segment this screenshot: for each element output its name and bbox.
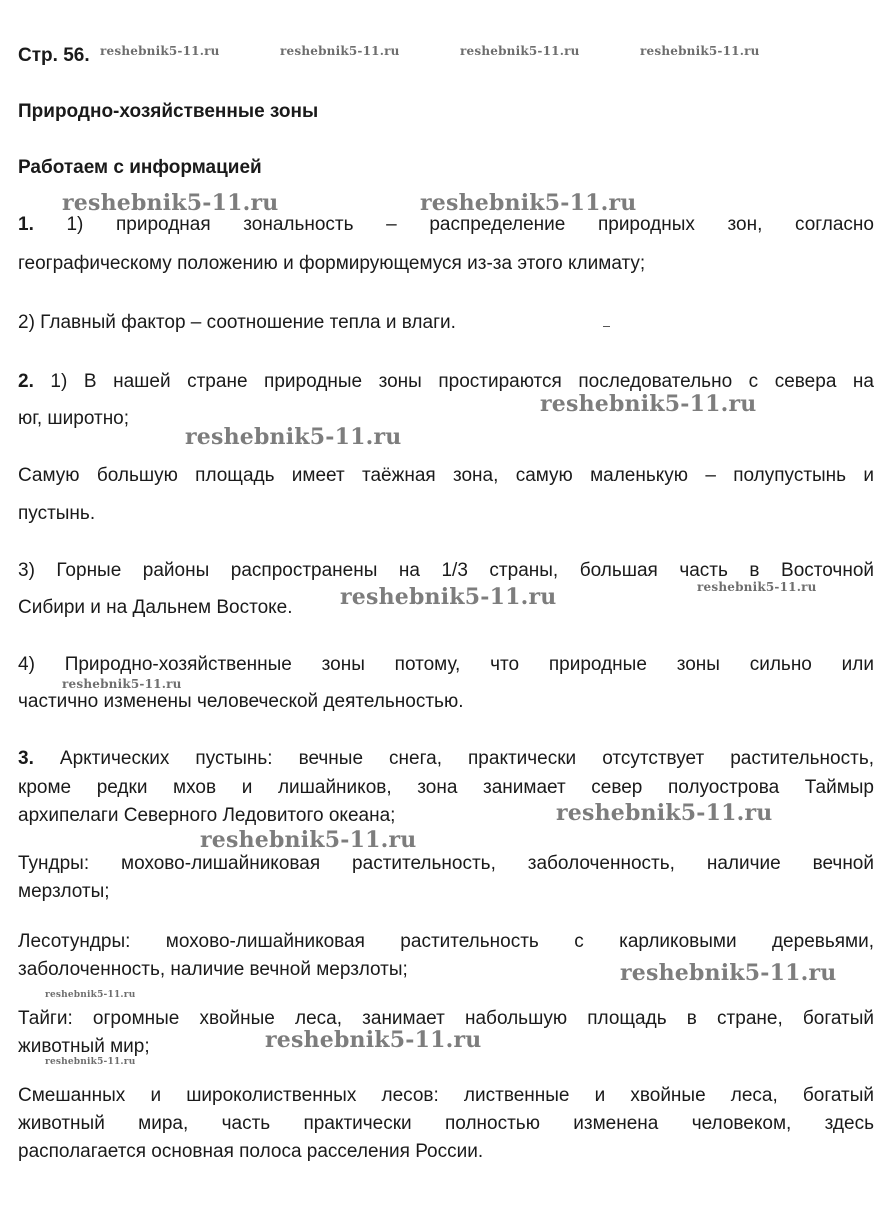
q2-line-6: Сибири и на Дальнем Востоке.	[18, 597, 293, 618]
q3-number: 3.	[18, 748, 34, 769]
q2-number: 2.	[18, 371, 34, 392]
watermark: reshebnik5-11.ru	[540, 391, 757, 417]
q3-line-10: Смешанных и широколиственных лесов: лиственные и хвойные леса, богатый	[18, 1085, 874, 1106]
watermark: reshebnik5-11.ru	[185, 424, 402, 450]
q2-line-7: 4) Природно-хозяйственные зоны потому, что природные зоны сильно или	[18, 654, 874, 675]
watermark: reshebnik5-11.ru	[100, 44, 220, 58]
q2-line-3: Самую большую площадь имеет таёжная зона, самую маленькую – полупустынь и	[18, 465, 874, 486]
q2-line-5: 3) Горные районы распространены на 1/3 страны, большая часть в Восточной	[18, 560, 874, 581]
section-subtitle: Работаем с информацией	[18, 157, 262, 178]
watermark: reshebnik5-11.ru	[200, 827, 417, 853]
q1-number: 1.	[18, 214, 34, 235]
stray-mark	[603, 326, 610, 327]
q3-line-2: кроме редки мхов и лишайников, зона занимает север полуострова Таймыр	[18, 777, 874, 798]
q1-line-1	[18, 213, 874, 237]
document-title: Природно-хозяйственные зоны	[18, 101, 319, 122]
watermark: reshebnik5-11.ru	[62, 190, 279, 216]
q3-line-4: Тундры: мохово-лишайниковая растительность, заболоченность, наличие вечной	[18, 853, 874, 874]
q2-line-2: юг, широтно;	[18, 408, 130, 429]
q3-line-7: заболоченность, наличие вечной мерзлоты;	[18, 959, 408, 980]
watermark: reshebnik5-11.ru	[420, 190, 637, 216]
watermark: reshebnik5-11.ru	[45, 1057, 136, 1067]
watermark: reshebnik5-11.ru	[62, 677, 182, 691]
watermark: reshebnik5-11.ru	[556, 800, 773, 826]
watermark: reshebnik5-11.ru	[620, 960, 837, 986]
watermark: reshebnik5-11.ru	[697, 580, 817, 594]
q2-line-4: пустынь.	[18, 503, 96, 524]
q1-text-1: 1) природная зональность – распределение природных зон, согласно	[33, 214, 874, 235]
page-reference: Стр. 56.	[18, 45, 90, 66]
watermark: reshebnik5-11.ru	[280, 44, 400, 58]
q3-line-8: Тайги: огромные хвойные леса, занимает набольшую площадь в стране, богатый	[18, 1008, 874, 1029]
q3-line-6: Лесотундры: мохово-лишайниковая растительность с карликовыми деревьями,	[18, 931, 874, 952]
q3-line-11: животный мира, часть практически полностью изменена человеком, здесь	[18, 1113, 874, 1134]
watermark: reshebnik5-11.ru	[640, 44, 760, 58]
watermark: reshebnik5-11.ru	[460, 44, 580, 58]
watermark: reshebnik5-11.ru	[45, 990, 136, 1000]
q2-line-8: частично изменены человеческой деятельностью.	[18, 691, 464, 712]
q2-text-1: 1) В нашей стране природные зоны простираются последовательно с севера на	[33, 371, 874, 392]
q3-line-1	[18, 747, 874, 771]
q3-text-1: Арктических пустынь: вечные снега, практически отсутствует растительность,	[33, 748, 874, 769]
watermark: reshebnik5-11.ru	[340, 584, 557, 610]
q3-line-9: животный мир;	[18, 1036, 150, 1057]
q3-line-12: располагается основная полоса расселения России.	[18, 1141, 484, 1162]
q3-line-3: архипелаги Северного Ледовитого океана;	[18, 805, 396, 826]
q3-line-5: мерзлоты;	[18, 881, 110, 902]
q1-line-3: 2) Главный фактор – соотношение тепла и влаги.	[18, 312, 456, 333]
watermark: reshebnik5-11.ru	[265, 1027, 482, 1053]
q1-line-2: географическому положению и формирующемуся из-за этого климату;	[18, 253, 646, 274]
